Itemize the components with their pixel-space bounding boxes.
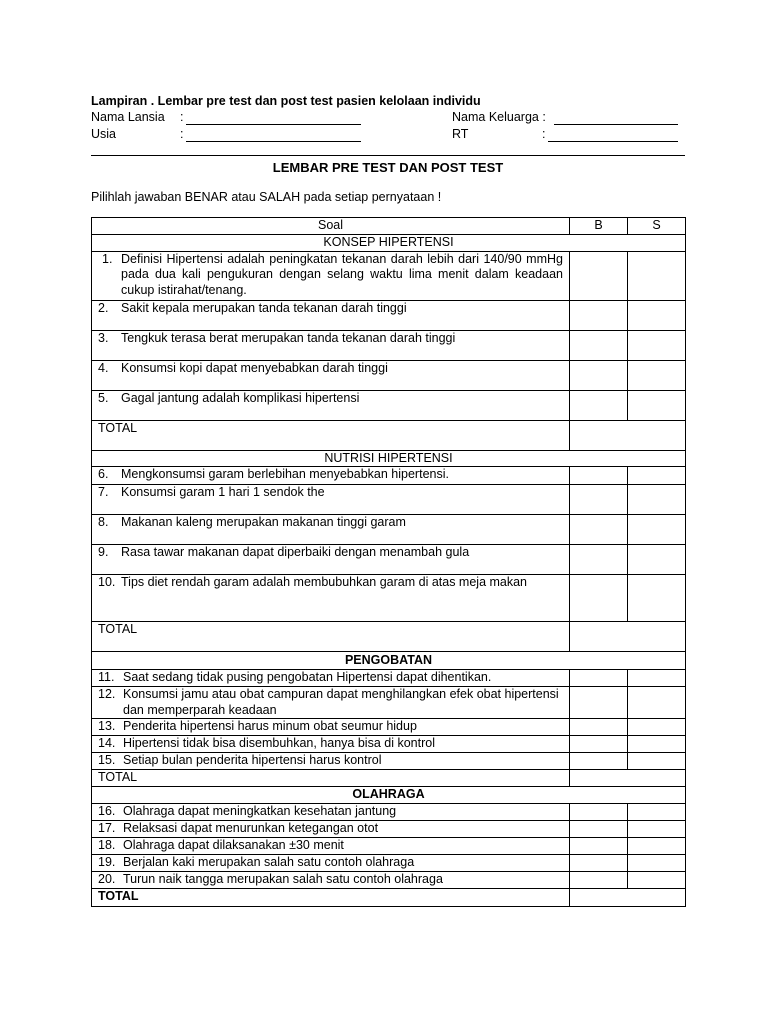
rt-colon: : bbox=[542, 127, 546, 141]
question-cell: 11. Saat sedang tidak pusing pengobatan Hipertensi dapat dihentikan. bbox=[92, 670, 570, 687]
table-row bbox=[92, 670, 686, 687]
answer-b-cell[interactable] bbox=[570, 575, 628, 622]
answer-s-cell[interactable] bbox=[628, 575, 686, 622]
question-text: Gagal jantung adalah komplikasi hipertensi bbox=[121, 390, 360, 405]
question-cell: 15. Setiap bulan penderita hipertensi harus kontrol bbox=[92, 753, 570, 770]
table-row bbox=[92, 872, 686, 889]
question-cell: 16. Olahraga dapat meningkatkan kesehatan jantung bbox=[92, 804, 570, 821]
answer-s-cell[interactable] bbox=[628, 753, 686, 770]
table-row bbox=[92, 251, 686, 300]
total-value-cell[interactable] bbox=[570, 420, 686, 450]
question-text: Konsumsi jamu atau obat campuran dapat menghilangkan efek obat hipertensi dan memperparah keadaan bbox=[123, 687, 559, 717]
answer-b-cell[interactable] bbox=[570, 670, 628, 687]
nama-lansia-label: Nama Lansia bbox=[91, 110, 165, 124]
table-row bbox=[92, 467, 686, 485]
answer-b-cell[interactable] bbox=[570, 687, 628, 719]
answer-s-cell[interactable] bbox=[628, 804, 686, 821]
question-cell: 8. Makanan kaleng merupakan makanan tinggi garam bbox=[92, 515, 570, 545]
usia-label: Usia bbox=[91, 127, 117, 141]
total-row bbox=[92, 622, 686, 652]
column-header-b: B bbox=[570, 218, 628, 235]
question-cell: 9. Rasa tawar makanan dapat diperbaiki dengan menambah gula bbox=[92, 545, 570, 575]
answer-s-cell[interactable] bbox=[628, 687, 686, 719]
question-cell: 10. Tips diet rendah garam adalah membubuhkan garam di atas meja makan bbox=[92, 575, 570, 622]
answer-b-cell[interactable] bbox=[570, 467, 628, 485]
question-cell: 18. Olahraga dapat dilaksanakan ±30 menit bbox=[92, 838, 570, 855]
section-title: OLAHRAGA bbox=[92, 787, 686, 804]
total-value-cell[interactable] bbox=[570, 622, 686, 652]
document-title: Lampiran . Lembar pre test dan post test pasien kelolaan individu bbox=[91, 94, 481, 108]
question-text: Konsumsi kopi dapat menyebabkan darah tinggi bbox=[121, 360, 388, 375]
table-row bbox=[92, 838, 686, 855]
form-heading: LEMBAR PRE TEST DAN POST TEST bbox=[272, 160, 504, 175]
answer-s-cell[interactable] bbox=[628, 360, 686, 390]
answer-s-cell[interactable] bbox=[628, 485, 686, 515]
answer-b-cell[interactable] bbox=[570, 821, 628, 838]
question-text: Penderita hipertensi harus minum obat seumur hidup bbox=[123, 719, 417, 733]
answer-s-cell[interactable] bbox=[628, 670, 686, 687]
rt-label: RT bbox=[452, 127, 469, 141]
answer-s-cell[interactable] bbox=[628, 719, 686, 736]
question-table bbox=[91, 217, 686, 907]
question-text: Definisi Hipertensi adalah peningkatan tekanan darah lebih dari 140/90 mmHg pada dua kali pengukuran dengan selang waktu lima menit dalam keadaan cukup istirahat/tenang. bbox=[121, 251, 563, 297]
answer-b-cell[interactable] bbox=[570, 360, 628, 390]
table-row bbox=[92, 804, 686, 821]
table-row bbox=[92, 736, 686, 753]
question-text: Olahraga dapat dilaksanakan ±30 menit bbox=[123, 838, 344, 852]
table-row bbox=[92, 855, 686, 872]
question-text: Hipertensi tidak bisa disembuhkan, hanya bisa di kontrol bbox=[123, 736, 435, 750]
table-row bbox=[92, 515, 686, 545]
answer-s-cell[interactable] bbox=[628, 545, 686, 575]
table-row bbox=[92, 821, 686, 838]
rt-field[interactable] bbox=[548, 141, 678, 142]
table-row bbox=[92, 390, 686, 420]
question-text: Tips diet rendah garam adalah membubuhkan garam di atas meja makan bbox=[121, 575, 528, 589]
question-cell: 7. Konsumsi garam 1 hari 1 sendok the bbox=[92, 485, 570, 515]
table-row bbox=[92, 687, 686, 719]
answer-b-cell[interactable] bbox=[570, 330, 628, 360]
answer-s-cell[interactable] bbox=[628, 300, 686, 330]
total-label: TOTAL bbox=[92, 420, 570, 450]
question-cell: 6. Mengkonsumsi garam berlebihan menyebabkan hipertensi. bbox=[92, 467, 570, 485]
question-cell: 5. Gagal jantung adalah komplikasi hipertensi bbox=[92, 390, 570, 420]
section-title: KONSEP HIPERTENSI bbox=[92, 235, 686, 252]
question-text: Setiap bulan penderita hipertensi harus kontrol bbox=[123, 753, 382, 767]
table-row bbox=[92, 485, 686, 515]
section-title: NUTRISI HIPERTENSI bbox=[92, 450, 686, 467]
total-value-cell[interactable] bbox=[570, 770, 686, 787]
total-row bbox=[92, 889, 686, 907]
question-cell: 13. Penderita hipertensi harus minum obat seumur hidup bbox=[92, 719, 570, 736]
question-text: Olahraga dapat meningkatkan kesehatan jantung bbox=[123, 804, 397, 818]
answer-s-cell[interactable] bbox=[628, 736, 686, 753]
answer-b-cell[interactable] bbox=[570, 251, 628, 300]
question-text: Turun naik tangga merupakan salah satu contoh olahraga bbox=[123, 872, 443, 886]
usia-colon: : bbox=[180, 127, 184, 141]
total-label: TOTAL bbox=[92, 770, 570, 787]
answer-b-cell[interactable] bbox=[570, 838, 628, 855]
total-row bbox=[92, 420, 686, 450]
table-row bbox=[92, 300, 686, 330]
table-row bbox=[92, 575, 686, 622]
table-header-row bbox=[92, 218, 686, 235]
table-row bbox=[92, 330, 686, 360]
table-row bbox=[92, 545, 686, 575]
question-cell: 2. Sakit kepala merupakan tanda tekanan darah tinggi bbox=[92, 300, 570, 330]
section-row-nutrisi bbox=[92, 450, 686, 467]
answer-s-cell[interactable] bbox=[628, 838, 686, 855]
question-cell: 4. Konsumsi kopi dapat menyebabkan darah tinggi bbox=[92, 360, 570, 390]
question-text: Tengkuk terasa berat merupakan tanda tekanan darah tinggi bbox=[121, 330, 456, 345]
question-cell: 20. Turun naik tangga merupakan salah satu contoh olahraga bbox=[92, 872, 570, 889]
answer-s-cell[interactable] bbox=[628, 467, 686, 485]
answer-s-cell[interactable] bbox=[628, 390, 686, 420]
question-cell: 3. Tengkuk terasa berat merupakan tanda tekanan darah tinggi bbox=[92, 330, 570, 360]
answer-b-cell[interactable] bbox=[570, 804, 628, 821]
table-row bbox=[92, 360, 686, 390]
question-cell: 17. Relaksasi dapat menurunkan ketegangan otot bbox=[92, 821, 570, 838]
section-row-olahraga bbox=[92, 787, 686, 804]
question-cell: 14. Hipertensi tidak bisa disembuhkan, hanya bisa di kontrol bbox=[92, 736, 570, 753]
question-text: Berjalan kaki merupakan salah satu contoh olahraga bbox=[123, 855, 415, 869]
nama-lansia-field[interactable] bbox=[186, 124, 361, 125]
answer-s-cell[interactable] bbox=[628, 330, 686, 360]
question-text: Makanan kaleng merupakan makanan tinggi garam bbox=[121, 515, 406, 529]
nama-lansia-colon: : bbox=[180, 110, 184, 124]
section-row-konsep bbox=[92, 235, 686, 252]
answer-s-cell[interactable] bbox=[628, 855, 686, 872]
question-text: Rasa tawar makanan dapat diperbaiki dengan menambah gula bbox=[121, 545, 470, 559]
section-row-pengobatan bbox=[92, 652, 686, 670]
answer-s-cell[interactable] bbox=[628, 821, 686, 838]
answer-b-cell[interactable] bbox=[570, 719, 628, 736]
section-title: PENGOBATAN bbox=[92, 652, 686, 670]
usia-field[interactable] bbox=[186, 141, 361, 142]
answer-b-cell[interactable] bbox=[570, 736, 628, 753]
answer-b-cell[interactable] bbox=[570, 753, 628, 770]
answer-s-cell[interactable] bbox=[628, 872, 686, 889]
answer-b-cell[interactable] bbox=[570, 390, 628, 420]
nama-keluarga-label: Nama Keluarga : bbox=[452, 110, 546, 124]
answer-s-cell[interactable] bbox=[628, 515, 686, 545]
answer-b-cell[interactable] bbox=[570, 855, 628, 872]
table-row bbox=[92, 719, 686, 736]
question-text: Relaksasi dapat menurunkan ketegangan otot bbox=[123, 821, 379, 835]
total-label: TOTAL bbox=[92, 889, 570, 907]
question-text: Mengkonsumsi garam berlebihan menyebabkan hipertensi. bbox=[121, 467, 449, 481]
answer-b-cell[interactable] bbox=[570, 545, 628, 575]
table-row bbox=[92, 753, 686, 770]
header-divider bbox=[91, 155, 685, 156]
answer-b-cell[interactable] bbox=[570, 300, 628, 330]
question-cell: 19. Berjalan kaki merupakan salah satu contoh olahraga bbox=[92, 855, 570, 872]
question-cell: 1. Definisi Hipertensi adalah peningkatan tekanan darah lebih dari 140/90 mmHg pada dua kali pengukuran dengan selang waktu lima menit dalam keadaan cukup istirahat/tenang. bbox=[92, 251, 570, 300]
answer-b-cell[interactable] bbox=[570, 872, 628, 889]
total-label: TOTAL bbox=[92, 622, 570, 652]
total-row bbox=[92, 770, 686, 787]
question-text: Saat sedang tidak pusing pengobatan Hipertensi dapat dihentikan. bbox=[123, 670, 492, 684]
question-text: Sakit kepala merupakan tanda tekanan darah tinggi bbox=[121, 300, 407, 315]
column-header-s: S bbox=[628, 218, 686, 235]
question-cell: 12. Konsumsi jamu atau obat campuran dapat menghilangkan efek obat hipertensi dan memperparah keadaan bbox=[92, 687, 570, 719]
nama-keluarga-field[interactable] bbox=[554, 124, 678, 125]
question-text: Konsumsi garam 1 hari 1 sendok the bbox=[121, 485, 325, 499]
answer-b-cell[interactable] bbox=[570, 485, 628, 515]
column-header-soal: Soal bbox=[92, 218, 570, 235]
answer-b-cell[interactable] bbox=[570, 515, 628, 545]
total-value-cell[interactable] bbox=[570, 889, 686, 907]
answer-s-cell[interactable] bbox=[628, 251, 686, 300]
instruction-text: Pilihlah jawaban BENAR atau SALAH pada setiap pernyataan ! bbox=[91, 190, 442, 204]
